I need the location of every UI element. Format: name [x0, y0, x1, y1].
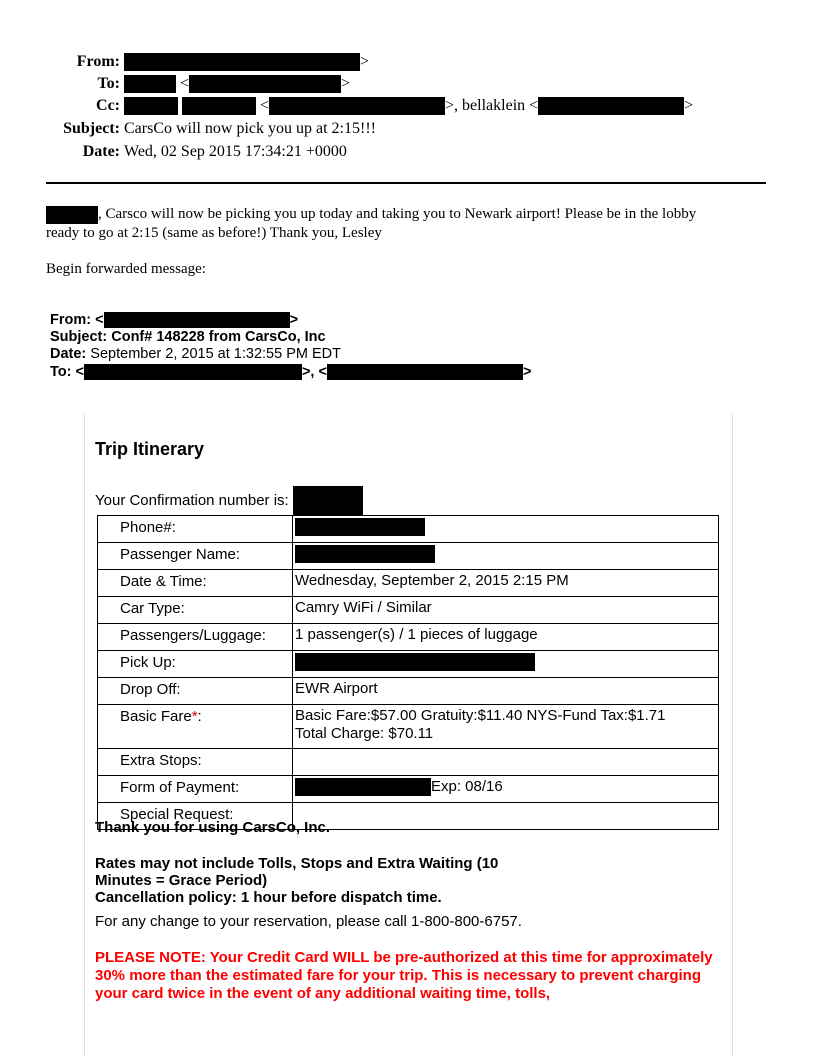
message-line-1 [46, 205, 766, 224]
forwarded-date [50, 346, 341, 363]
row-value [293, 705, 719, 749]
row-value: Camry WiFi / Similar [293, 597, 719, 624]
forwarded-subject [50, 329, 326, 346]
forwarded-from-label: From: [50, 312, 92, 328]
row-label [98, 705, 293, 749]
forwarded-date-label: Date: [50, 346, 87, 362]
redacted-sender [124, 53, 360, 71]
cc-lt: < [260, 97, 270, 114]
row-value [293, 776, 719, 803]
rates-line-2: Minutes = Grace Period) [95, 872, 268, 889]
subject-value: CarsCo will now pick you up at 2:15!!! [124, 120, 376, 137]
forwarded-from-lt: < [95, 312, 104, 328]
cc-label: Cc: [96, 97, 120, 114]
card-expiry: Exp: 08/16 [431, 778, 503, 795]
table-row [98, 624, 719, 651]
header-subject-row [0, 119, 816, 139]
redacted-recipient-name [46, 206, 98, 224]
redacted-forwarded-sender [104, 312, 290, 328]
row-label: Extra Stops: [98, 749, 293, 776]
fare-total: Total Charge: $70.11 [295, 725, 434, 742]
redacted-cc-last [182, 97, 256, 115]
fare-colon: : [197, 708, 202, 725]
row-label: Drop Off: [98, 678, 293, 705]
itinerary-table [97, 515, 719, 830]
redacted-passenger-name [295, 545, 435, 563]
fare-breakdown: Basic Fare:$57.00 Gratuity:$11.40 NYS-Fund Tax:$1.71 [295, 707, 666, 724]
forwarded-subject-value: Conf# 148228 from CarsCo, Inc [111, 329, 326, 345]
row-value [293, 516, 719, 543]
row-label: Pick Up: [98, 651, 293, 678]
date-value: Wed, 02 Sep 2015 17:34:21 +0000 [124, 143, 347, 160]
forwarded-date-value: September 2, 2015 at 1:32:55 PM EDT [90, 346, 341, 362]
redacted-phone [295, 518, 425, 536]
row-value [293, 803, 719, 830]
header-from-row [0, 52, 816, 72]
forwarded-to [50, 364, 531, 381]
forwarded-to-lt: < [75, 364, 84, 380]
rates-notice [95, 855, 498, 906]
row-value: Wednesday, September 2, 2015 2:15 PM [293, 570, 719, 597]
table-row [98, 516, 719, 543]
redacted-confirmation-number [293, 486, 363, 516]
row-value [293, 749, 719, 776]
row-label: Passenger Name: [98, 543, 293, 570]
row-value: EWR Airport [293, 678, 719, 705]
forward-notice: Begin forwarded message: [46, 261, 206, 277]
header-divider [46, 182, 766, 184]
row-value: 1 passenger(s) / 1 pieces of luggage [293, 624, 719, 651]
required-asterisk: * [191, 708, 198, 725]
itinerary-title: Trip Itinerary [95, 439, 205, 459]
forwarded-from-gt: > [289, 312, 299, 328]
cc-mid: >, bellaklein < [445, 97, 539, 114]
redacted-forwarded-to-1 [84, 364, 302, 380]
row-label: Special Request: [98, 803, 293, 830]
cc-gt: > [684, 97, 694, 114]
confirmation-line [95, 486, 363, 516]
forwarded-to-mid: >, < [301, 364, 327, 380]
rates-line-1: Rates may not include Tolls, Stops and Extra Waiting (10 [95, 855, 499, 872]
header-cc-row [0, 96, 816, 116]
forwarded-subject-label: Subject: [50, 329, 108, 345]
fare-label: Basic Fare [120, 708, 192, 725]
to-lt: < [180, 75, 190, 92]
table-row [98, 749, 719, 776]
row-label: Date & Time: [98, 570, 293, 597]
redacted-to-address [189, 75, 341, 93]
row-label: Car Type: [98, 597, 293, 624]
forwarded-to-label: To: [50, 364, 72, 380]
redacted-pickup-address [295, 653, 535, 671]
itinerary-border-left [84, 414, 85, 1056]
redacted-card-number [295, 778, 431, 796]
date-label: Date: [82, 143, 120, 160]
table-row [98, 651, 719, 678]
confirmation-label: Your Confirmation number is: [95, 492, 289, 509]
cancellation-policy: Cancellation policy: 1 hour before dispatch time. [95, 889, 442, 906]
forwarded-from [50, 312, 298, 329]
row-value [293, 651, 719, 678]
change-reservation-note: For any change to your reservation, please call 1-800-800-6757. [95, 913, 522, 930]
message-line-1-text: , Carsco will now be picking you up today and taking you to Newark airport! Please be in the lobby [98, 206, 697, 222]
row-label: Passengers/Luggage: [98, 624, 293, 651]
header-to-row [0, 74, 816, 94]
row-label: Form of Payment: [98, 776, 293, 803]
table-row [98, 597, 719, 624]
table-row [98, 678, 719, 705]
thank-you-text: Thank you for using CarsCo, Inc. [95, 819, 331, 836]
table-row [98, 705, 719, 749]
to-gt: > [341, 75, 351, 92]
header-date-row [0, 142, 816, 162]
table-row [98, 543, 719, 570]
table-row [98, 570, 719, 597]
from-gt: > [360, 53, 370, 70]
to-label: To: [97, 75, 120, 92]
redacted-cc-address [269, 97, 445, 115]
redacted-forwarded-to-2 [327, 364, 523, 380]
message-body [46, 205, 766, 242]
from-label: From: [76, 53, 120, 70]
row-value [293, 543, 719, 570]
pre-authorization-warning: PLEASE NOTE: Your Credit Card WILL be pre-authorized at this time for approximately 30% more than the estimated fare for your trip. This is necessary to prevent charging your card twice in the event of any additional waiting time, tolls, [95, 949, 713, 1002]
redacted-cc-address-2 [538, 97, 684, 115]
row-label: Phone#: [98, 516, 293, 543]
redacted-cc-first [124, 97, 178, 115]
message-line-2: ready to go at 2:15 (same as before!) Thank you, Lesley [46, 224, 382, 241]
subject-label: Subject: [63, 120, 120, 137]
redacted-to-name [124, 75, 176, 93]
table-row [98, 776, 719, 803]
forwarded-to-gt: > [522, 364, 532, 380]
